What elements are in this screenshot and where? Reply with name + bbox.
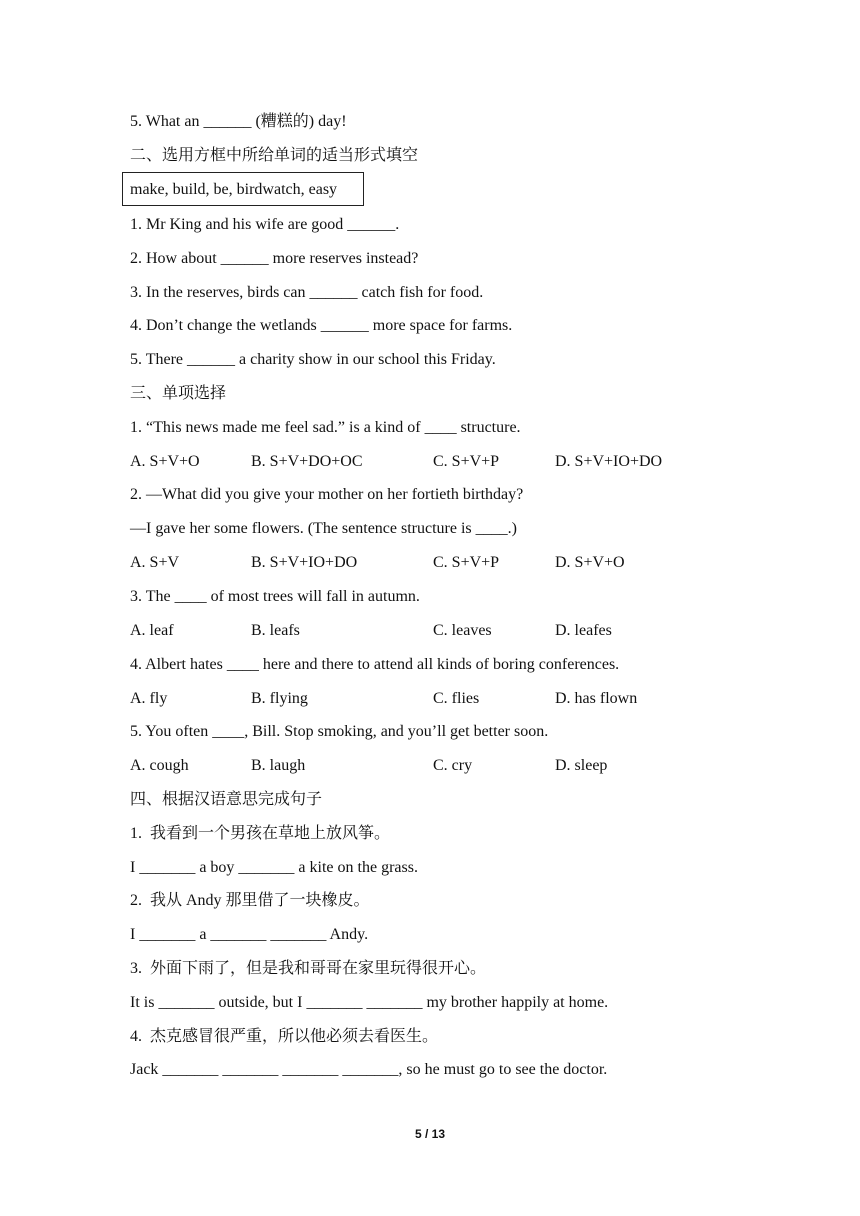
question-s4-1-english: I _______ a boy _______ a kite on the grass. <box>130 859 418 876</box>
question-s3-5: 5. You often ____, Bill. Stop smoking, and you’ll get better soon. <box>130 723 549 740</box>
option-s3-1-c: C. S+V+P <box>433 453 500 470</box>
option-s3-1-b: B. S+V+DO+OC <box>251 453 363 470</box>
option-s3-4-d: D. has flown <box>555 690 638 707</box>
question-s3-4: 4. Albert hates ____ here and there to attend all kinds of boring conferences. <box>130 656 620 673</box>
question-s4-3-english: It is _______ outside, but I _______ _______ my brother happily at home. <box>130 994 609 1011</box>
option-s3-4-b: B. flying <box>251 690 308 707</box>
option-s3-1-d: D. S+V+IO+DO <box>555 453 663 470</box>
question-s4-4-english: Jack _______ _______ _______ _______, so he must go to see the doctor. <box>130 1061 608 1078</box>
option-s3-2-a: A. S+V <box>130 554 180 571</box>
question-s4-2-chinese: 2. 我从 Andy 那里借了一块橡皮。 <box>130 892 370 909</box>
option-s3-1-a: A. S+V+O <box>130 453 200 470</box>
option-s3-5-a: A. cough <box>130 757 189 774</box>
option-s3-4-a: A. fly <box>130 690 168 707</box>
question-s2-2: 2. How about ______ more reserves instead? <box>130 250 419 267</box>
option-s3-3-d: D. leafes <box>555 622 612 639</box>
question-s2-4: 4. Don’t change the wetlands ______ more space for farms. <box>130 317 513 334</box>
option-s3-5-b: B. laugh <box>251 757 306 774</box>
section4-heading: 四、根据汉语意思完成句子 <box>130 791 323 808</box>
option-s3-5-c: C. cry <box>433 757 473 774</box>
question-s4-1-chinese: 1. 我看到一个男孩在草地上放风筝。 <box>130 825 391 842</box>
option-s3-4-c: C. flies <box>433 690 480 707</box>
option-s3-2-b: B. S+V+IO+DO <box>251 554 358 571</box>
question-s1-5: 5. What an ______ (糟糕的) day! <box>130 113 347 130</box>
question-s2-3: 3. In the reserves, birds can ______ catch fish for food. <box>130 284 484 301</box>
question-s4-2-english: I _______ a _______ _______ Andy. <box>130 926 369 943</box>
option-s3-5-d: D. sleep <box>555 757 608 774</box>
option-s3-2-c: C. S+V+P <box>433 554 500 571</box>
question-s3-2-answer: —I gave her some flowers. (The sentence structure is ____.) <box>130 520 517 537</box>
question-s2-5: 5. There ______ a charity show in our school this Friday. <box>130 351 496 368</box>
option-s3-2-d: D. S+V+O <box>555 554 625 571</box>
section3-heading: 三、单项选择 <box>130 385 227 402</box>
option-s3-3-b: B. leafs <box>251 622 300 639</box>
page-number: 5 / 13 <box>414 1127 446 1141</box>
question-s4-3-chinese: 3. 外面下雨了，但是我和哥哥在家里玩得很开心。 <box>130 960 487 977</box>
question-s3-2: 2. —What did you give your mother on her fortieth birthday? <box>130 486 524 503</box>
section2-heading: 二、选用方框中所给单词的适当形式填空 <box>130 147 419 164</box>
word-box-text: make, build, be, birdwatch, easy <box>130 181 338 198</box>
word-box <box>122 172 364 206</box>
option-s3-3-c: C. leaves <box>433 622 492 639</box>
option-s3-3-a: A. leaf <box>130 622 174 639</box>
question-s3-1: 1. “This news made me feel sad.” is a kind of ____ structure. <box>130 419 521 436</box>
question-s4-4-chinese: 4. 杰克感冒很严重，所以他必须去看医生。 <box>130 1028 439 1045</box>
question-s2-1: 1. Mr King and his wife are good ______. <box>130 216 400 233</box>
question-s3-3: 3. The ____ of most trees will fall in autumn. <box>130 588 420 605</box>
